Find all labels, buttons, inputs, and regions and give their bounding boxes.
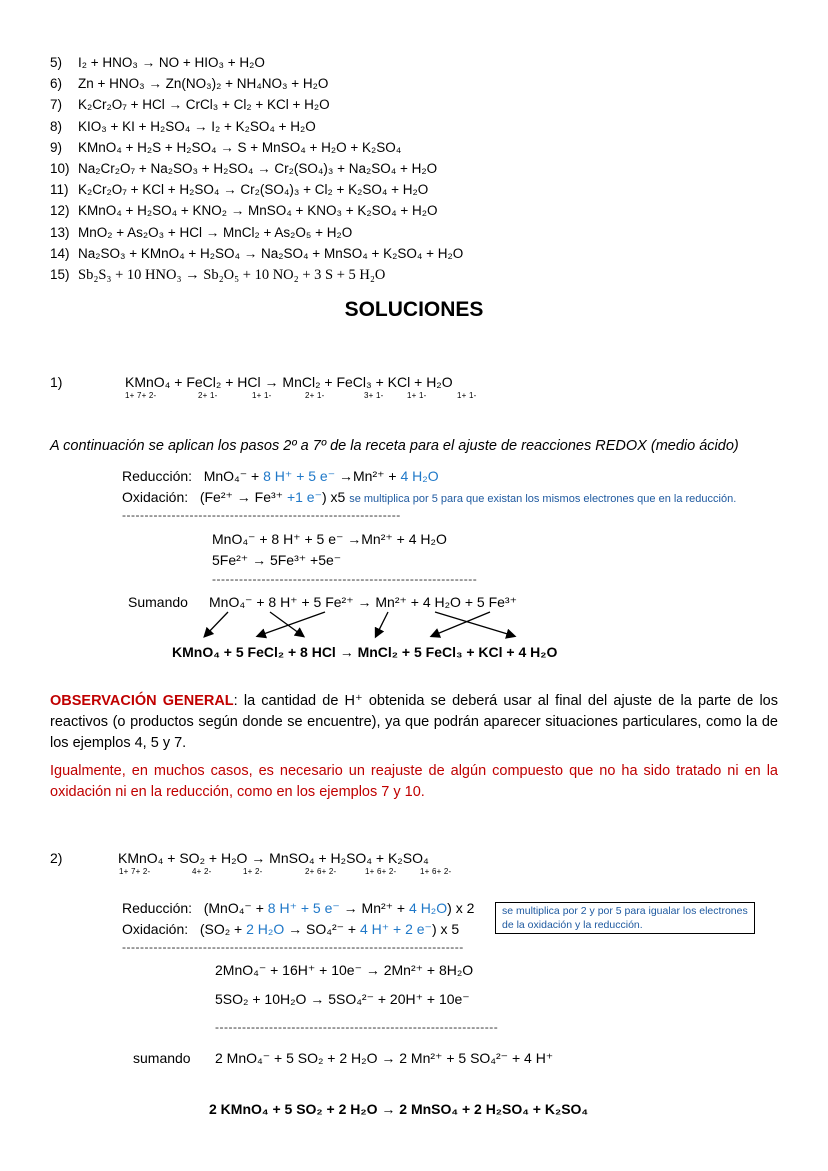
sum-label: sumando [133, 1050, 191, 1066]
oxidation-number: 1+ 7+ 2- [119, 867, 151, 876]
divider: -------------------------------------------------------------- [122, 508, 401, 522]
example-2-equation: KMnO₄ + SO₂ + H₂O → MnSO₄ + H₂SO₄ + K₂SO₄ [118, 850, 429, 866]
balanced-oxidation: 5Fe²⁺ → 5Fe³⁺ +5e⁻ [212, 552, 342, 568]
reaction-item: 12) KMnO₄ + H₂SO₄ + KNO₂ → MnSO₄ + KNO₃ + K₂SO₄ + H₂O [50, 203, 438, 219]
balanced-oxidation: 5SO₂ + 10H₂O → 5SO₄²⁻ + 20H⁺ + 10e⁻ [215, 991, 470, 1007]
reaction-item: 13) MnO₂ + As₂O₃ + HCl → MnCl₂ + As₂O₅ + H₂O [50, 224, 353, 240]
general-observation: OBSERVACIÓN GENERAL: la cantidad de H⁺ obtenida se deberá usar al final del ajuste de la parte de los reactivos (o productos según donde se encuentre), ya que podrán aparecer situaciones particulares, como la de los ejemplos 4, 5 y 7. [50, 693, 778, 751]
oxidation-number: 1+ 1- [457, 391, 477, 400]
procedure-intro: A continuación se aplican los pasos 2º a 7º de la receta para el ajuste de reacciones REDOX (medio ácido) [50, 438, 739, 454]
example-2-number: 2) [50, 850, 63, 866]
reaction-list [50, 52, 463, 286]
divider: --------------------------------------------------------------- [215, 1020, 499, 1034]
reaction-item: 5) I₂ + HNO₃ → NO + HIO₃ + H₂O [50, 55, 265, 70]
general-observation-2: Igualmente, en muchos casos, es necesario un reajuste de algún compuesto que no ha sido tratado ni en la oxidación ni en la reducción, como en los ejemplos 7 y 10. [50, 763, 778, 800]
example-1-number: 1) [50, 374, 63, 390]
oxidation-number: 2+ 6+ 2- [305, 867, 337, 876]
correspondence-arrows [0, 606, 828, 646]
sum-ionic-equation: 2 MnO₄⁻ + 5 SO₂ + 2 H₂O → 2 Mn²⁺ + 5 SO₄²⁻ + 4 H⁺ [215, 1050, 554, 1066]
arrow-line [270, 612, 303, 636]
arrow-line [205, 612, 228, 636]
sum-label: Sumando [128, 594, 188, 610]
example-1-final-equation: KMnO₄ + 5 FeCl₂ + 8 HCl → MnCl₂ + 5 FeCl₃ + KCl + 4 H₂O [172, 644, 558, 660]
multiplication-note-box: se multiplica por 2 y por 5 para igualar los electrones de la oxidación y la reducción. [495, 902, 755, 934]
arrow-line [376, 612, 388, 636]
oxidation-number: 2+ 1- [305, 391, 325, 400]
reaction-item: 6) Zn + HNO₃ → Zn(NO₃)₂ + NH₄NO₃ + H₂O [50, 76, 329, 92]
divider: ---------------------------------------------------------------------------- [122, 940, 464, 954]
balanced-reduction: 2MnO₄⁻ + 16H⁺ + 10e⁻ → 2Mn²⁺ + 8H₂O [215, 962, 474, 978]
oxidation-half-reaction: Oxidación: (Fe²⁺ → Fe³⁺ +1 e⁻) x5 se multiplica por 5 para que existan los mismos electrones que en la reducción. [122, 489, 737, 505]
arrow-line [258, 612, 325, 636]
reaction-item: 8) KIO₃ + KI + H₂SO₄ → I₂ + K₂SO₄ + H₂O [50, 118, 316, 134]
oxidation-number: 1+ 6+ 2- [420, 867, 452, 876]
oxidation-number: 1+ 1- [407, 391, 427, 400]
reaction-item: 11) K₂Cr₂O₇ + KCl + H₂SO₄ → Cr₂(SO₄)₃ + Cl₂ + K₂SO₄ + H₂O [50, 182, 429, 198]
oxidation-half-reaction: Oxidación: (SO₂ + 2 H₂O → SO₄²⁻ + 4 H⁺ + 2 e⁻) x 5 [122, 921, 460, 937]
reduction-half-reaction: Reducción: MnO₄⁻ + 8 H⁺ + 5 e⁻ →Mn²⁺ + 4 H₂O [122, 468, 439, 484]
example-2-final-equation: 2 KMnO₄ + 5 SO₂ + 2 H₂O → 2 MnSO₄ + 2 H₂SO₄ + K₂SO₄ [209, 1101, 589, 1117]
arrow-line [432, 612, 490, 636]
reaction-item: 9) KMnO₄ + H₂S + H₂SO₄ → S + MnSO₄ + H₂O + K₂SO₄ [50, 139, 402, 155]
reaction-item: 14) Na₂SO₃ + KMnO₄ + H₂SO₄ → Na₂SO₄ + MnSO₄ + K₂SO₄ + H₂O [50, 245, 464, 261]
oxidation-number: 1+ 6+ 2- [365, 867, 397, 876]
oxidation-number: 1+ 2- [243, 867, 263, 876]
divider: ----------------------------------------------------------- [212, 572, 478, 586]
oxidation-number: 1+ 7+ 2- [125, 391, 157, 400]
example-1-equation: KMnO₄ + FeCl₂ + HCl → MnCl₂ + FeCl₃ + KCl + H₂O [125, 374, 453, 390]
oxidation-number: 1+ 1- [252, 391, 272, 400]
oxidation-number: 3+ 1- [364, 391, 384, 400]
sum-ionic-equation: MnO₄⁻ + 8 H⁺ + 5 Fe²⁺ → Mn²⁺ + 4 H₂O + 5 Fe³⁺ [209, 594, 517, 610]
page-title: SOLUCIONES [344, 298, 484, 321]
arrow-line [435, 612, 514, 636]
balanced-reduction: MnO₄⁻ + 8 H⁺ + 5 e⁻ →Mn²⁺ + 4 H₂O [212, 531, 447, 547]
oxidation-number: 2+ 1- [198, 391, 218, 400]
oxidation-number: 4+ 2- [192, 867, 212, 876]
reduction-half-reaction: Reducción: (MnO₄⁻ + 8 H⁺ + 5 e⁻ → Mn²⁺ + 4 H₂O) x 2 [122, 900, 475, 916]
reaction-item: 15) Sb₂S₃ + 10 HNO₃ → Sb₂O₅ + 10 NO₂ + 3 S + 5 H₂O [50, 267, 386, 284]
reaction-item: 10) Na₂Cr₂O₇ + Na₂SO₃ + H₂SO₄ → Cr₂(SO₄)₃ + Na₂SO₄ + H₂O [50, 161, 438, 177]
reaction-item: 7) K₂Cr₂O₇ + HCl → CrCl₃ + Cl₂ + KCl + H₂O [50, 97, 330, 113]
